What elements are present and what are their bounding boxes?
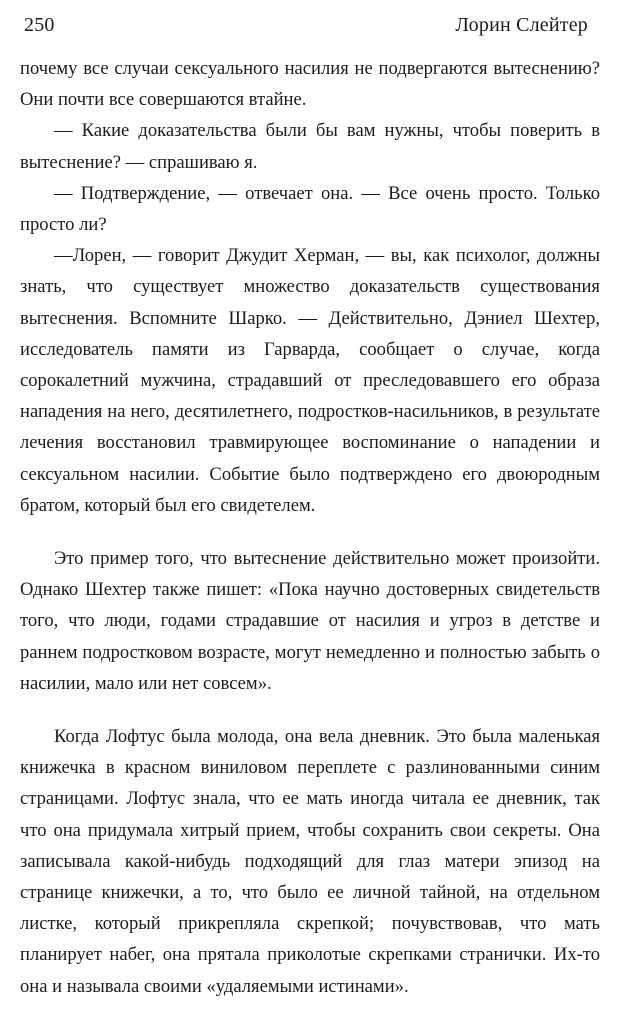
body-text bbox=[20, 53, 600, 1002]
paragraph: Это пример того, что вытеснение действительно может произойти. Однако Шехтер также пишет: «Пока научно достоверных свидетельств того, что люди, годами страдавшие от насилия и угроз в детстве и раннем подростковом возрасте, могут немедленно и полностью забыть о насилии, мало или нет совсем». bbox=[20, 548, 600, 694]
paragraph: — Какие доказательства были бы вам нужны, чтобы поверить в вытеснение? — спрашиваю я. bbox=[20, 120, 600, 173]
running-head bbox=[24, 14, 596, 37]
page-number: 250 bbox=[24, 14, 55, 36]
paragraph: —Лорен, — говорит Джудит Херман, — вы, как психолог, должны знать, что существует множество доказательств существования вытеснения. Вспомните Шарко. — Действительно, Дэниел Шехтер, исследователь памяти из Гарварда, сообщает о случае, когда сорокалетний мужчина, страдавший от преследовавшего его образа нападения на него, десятилетнего, подростков-насильников, в результате лечения восстановил травмирующее воспоминание о нападении и сексуальном насилии. Событие было подтверждено его двоюродным братом, который был его свидетелем. bbox=[20, 245, 600, 516]
paragraph: Когда Лофтус была молода, она вела дневник. Это была маленькая книжечка в красном виниловом переплете с разлинованными синим страницами. Лофтус знала, что ее мать иногда читала ее дневник, так что она придумала хитрый прием, чтобы сохранить свои секреты. Она записывала какой-нибудь подходящий для глаз матери эпизод на странице книжечки, а то, что было ее личной тайной, на отдельном листке, который прикрепляла скрепкой; почувствовав, что мать планирует набег, она прятала приколотые скрепками странички. Их-то она и называла своими «удаляемыми истинами». bbox=[20, 726, 600, 997]
paragraph: — Подтверждение, — отвечает она. — Все очень просто. Только просто ли? bbox=[20, 182, 600, 236]
paragraph: почему все случаи сексуального насилия не подвергаются вытеснению? Они почти все совершаются втайне. bbox=[20, 58, 600, 111]
running-head-title: Лорин Слейтер bbox=[455, 14, 588, 36]
